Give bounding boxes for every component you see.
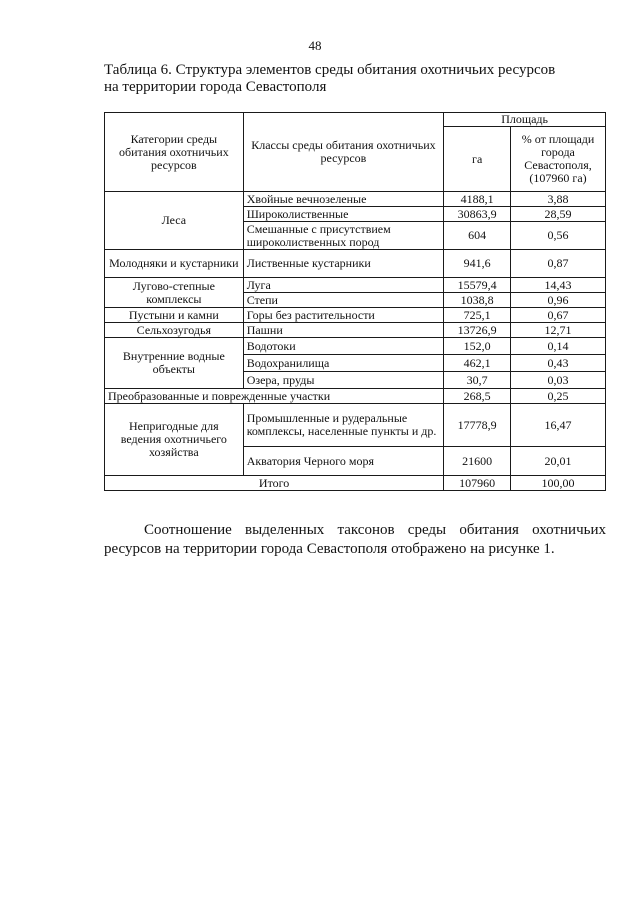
table-row <box>105 308 606 323</box>
class-cell: Хвойные вечнозеленые <box>243 192 444 207</box>
ha-cell: 15579,4 <box>444 278 511 293</box>
class-cell: Пашни <box>243 323 444 338</box>
page-number: 48 <box>308 38 322 53</box>
total-ha: 107960 <box>444 476 511 491</box>
body-paragraph: Соотношение выделенных таксонов среды обитания охотничьих ресурсов на территории города Севастополя отображено на рисунке 1. <box>104 522 606 557</box>
ha-cell: 462,1 <box>444 355 511 372</box>
pct-cell: 0,56 <box>511 222 606 250</box>
class-cell: Смешанные с присутствием широколиственных пород <box>243 222 444 250</box>
table-row <box>105 250 606 278</box>
ha-cell: 21600 <box>444 447 511 476</box>
ha-cell: 604 <box>444 222 511 250</box>
ha-cell: 13726,9 <box>444 323 511 338</box>
class-cell: Промышленные и рудеральные комплексы, населенные пункты и др. <box>243 404 444 447</box>
header-ha: га <box>444 127 511 192</box>
transformed-label: Преобразованные и поврежденные участки <box>105 389 444 404</box>
ha-cell: 30,7 <box>444 372 511 389</box>
pct-cell: 16,47 <box>511 404 606 447</box>
pct-cell: 3,88 <box>511 192 606 207</box>
ha-cell: 30863,9 <box>444 207 511 222</box>
header-area: Площадь <box>444 113 606 127</box>
table-row <box>105 192 606 207</box>
ha-cell: 17778,9 <box>444 404 511 447</box>
table-row <box>105 323 606 338</box>
table-row <box>105 404 606 447</box>
table-caption <box>104 62 604 96</box>
pct-cell: 14,43 <box>511 278 606 293</box>
category-cell: Лугово-степные комплексы <box>105 278 244 308</box>
pct-cell: 0,96 <box>511 293 606 308</box>
class-cell: Лиственные кустарники <box>243 250 444 278</box>
pct-cell: 0,14 <box>511 338 606 355</box>
class-cell: Озера, пруды <box>243 372 444 389</box>
header-percent: % от площади города Севастополя, (107960 га) <box>511 127 606 192</box>
pct-cell: 0,03 <box>511 372 606 389</box>
total-label: Итого <box>105 476 444 491</box>
class-cell: Водохранилища <box>243 355 444 372</box>
total-row <box>105 476 606 491</box>
table-row <box>105 389 606 404</box>
pct-cell: 0,25 <box>511 389 606 404</box>
habitat-structure-table <box>104 112 606 491</box>
class-cell: Горы без растительности <box>243 308 444 323</box>
category-cell: Леса <box>105 192 244 250</box>
table-row <box>105 278 606 293</box>
pct-cell: 0,67 <box>511 308 606 323</box>
caption-line-1: Таблица 6. Структура элементов среды обитания охотничьих ресурсов <box>104 62 556 78</box>
pct-cell: 20,01 <box>511 447 606 476</box>
class-cell: Степи <box>243 293 444 308</box>
class-cell: Широколиственные <box>243 207 444 222</box>
pct-cell: 0,87 <box>511 250 606 278</box>
ha-cell: 941,6 <box>444 250 511 278</box>
header-classes: Классы среды обитания охотничьих ресурсов <box>243 113 444 192</box>
ha-cell: 4188,1 <box>444 192 511 207</box>
category-cell: Сельхозугодья <box>105 323 244 338</box>
ha-cell: 725,1 <box>444 308 511 323</box>
category-cell: Пустыни и камни <box>105 308 244 323</box>
pct-cell: 28,59 <box>511 207 606 222</box>
table-row <box>105 338 606 355</box>
ha-cell: 152,0 <box>444 338 511 355</box>
category-cell: Непригодные для ведения охотничьего хозяйства <box>105 404 244 476</box>
caption-line-2: на территории города Севастополя <box>104 79 327 95</box>
ha-cell: 1038,8 <box>444 293 511 308</box>
pct-cell: 12,71 <box>511 323 606 338</box>
category-cell: Внутренние водные объекты <box>105 338 244 389</box>
table-header-row <box>105 113 606 127</box>
total-pct: 100,00 <box>511 476 606 491</box>
category-cell: Молодняки и кустарники <box>105 250 244 278</box>
class-cell: Акватория Черного моря <box>243 447 444 476</box>
header-categories: Категории среды обитания охотничьих ресурсов <box>105 113 244 192</box>
pct-cell: 0,43 <box>511 355 606 372</box>
ha-cell: 268,5 <box>444 389 511 404</box>
class-cell: Луга <box>243 278 444 293</box>
class-cell: Водотоки <box>243 338 444 355</box>
